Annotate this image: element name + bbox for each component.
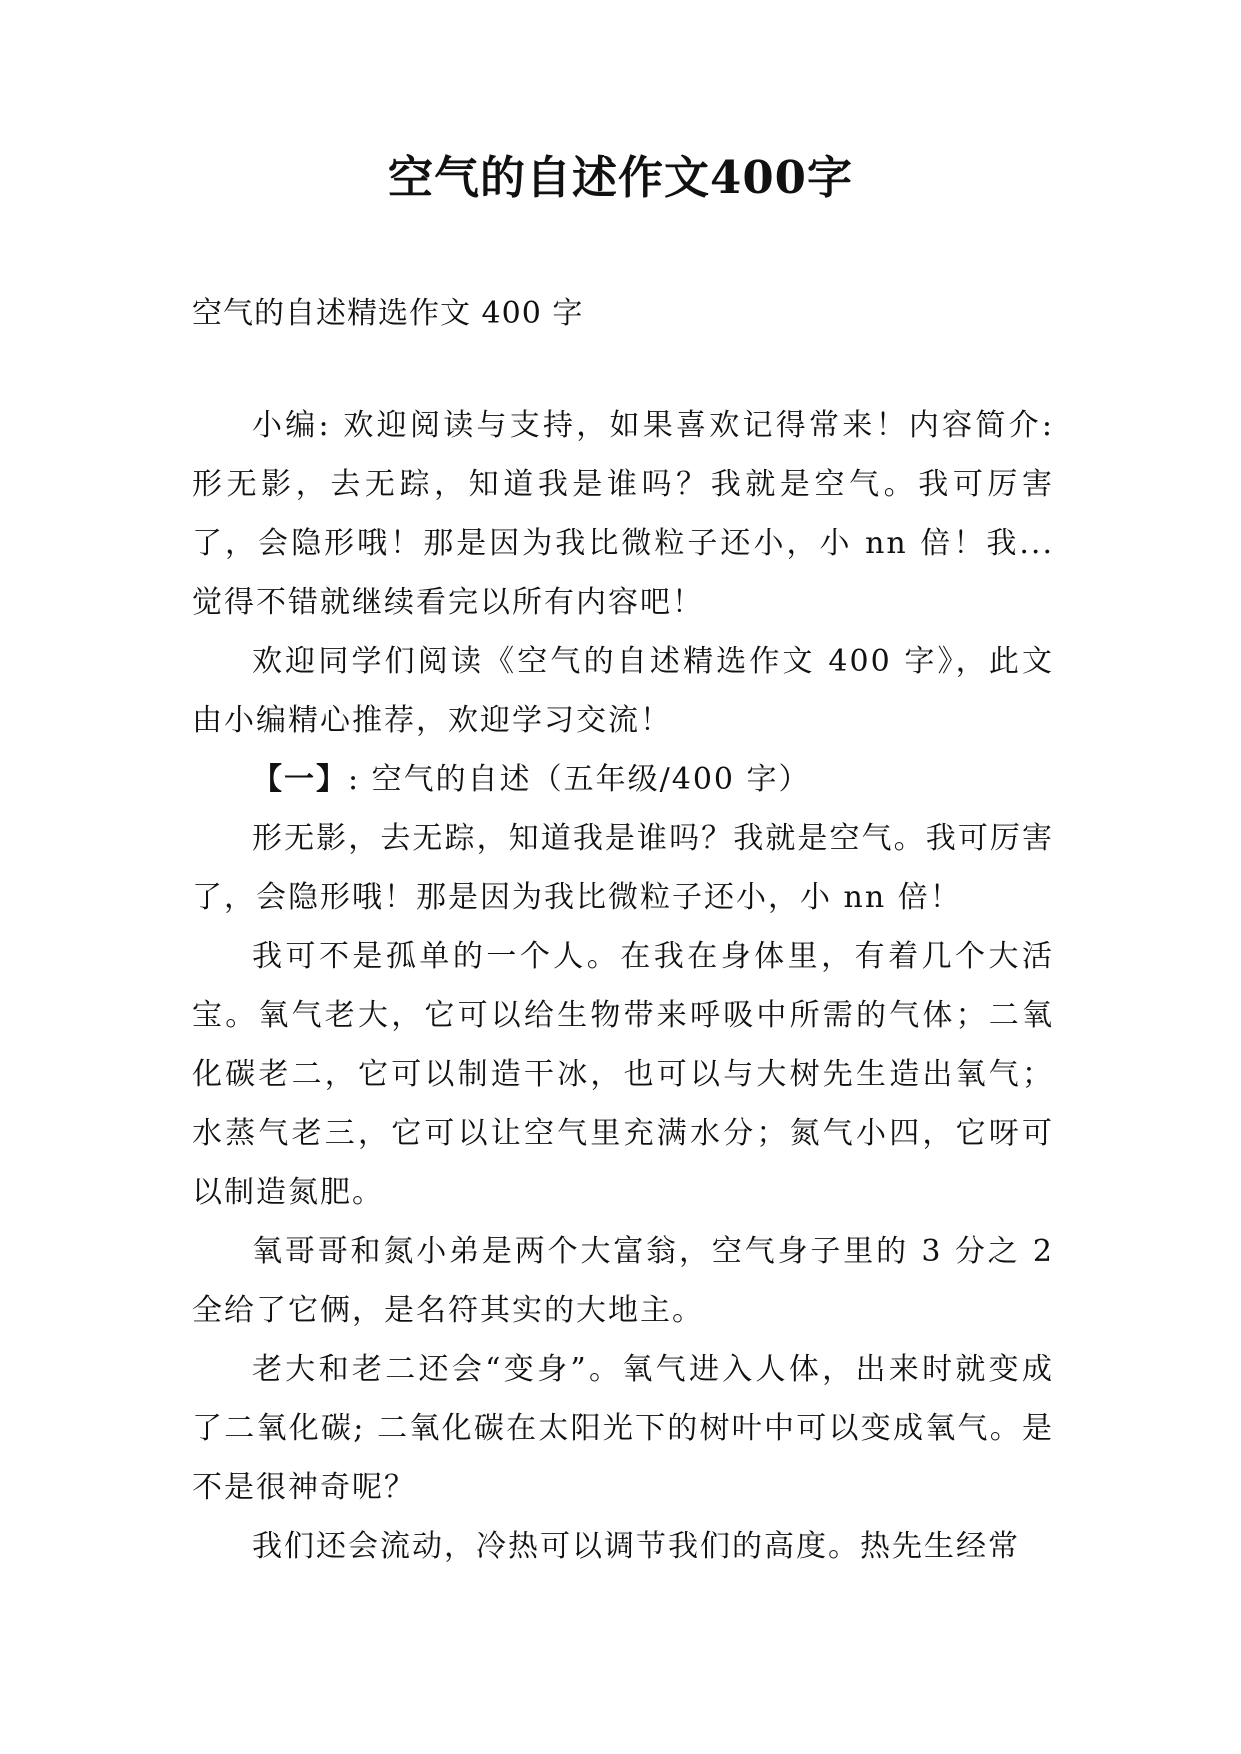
body-paragraph: 形无影，去无踪，知道我是谁吗？我就是空气。我可厉害了，会隐形哦！那是因为我比微粒子还小，小 nn 倍！ bbox=[192, 821, 1054, 915]
section-heading bbox=[192, 750, 1054, 809]
body-paragraph: 我们还会流动，冷热可以调节我们的高度。热先生经常 bbox=[252, 1529, 1020, 1564]
body-paragraph: 老大和老二还会“变身”。氧气进入人体，出来时就变成了二氧化碳; 二氧化碳在太阳光下的树叶中可以变成氧气。是不是很神奇呢？ bbox=[192, 1352, 1054, 1505]
section-heading-number: 【一】 bbox=[252, 762, 348, 797]
document-body bbox=[192, 396, 1054, 1576]
welcome-paragraph: 欢迎同学们阅读《空气的自述精选作文 400 字》，此文由小编精心推荐，欢迎学习交流！ bbox=[192, 644, 1054, 738]
section-heading-text: : 空气的自述（五年级/400 字） bbox=[348, 762, 811, 797]
body-paragraph: 氧哥哥和氮小弟是两个大富翁，空气身子里的 3 分之 2 全给了它俩，是名符其实的大地主。 bbox=[192, 1234, 1054, 1328]
body-paragraph: 我可不是孤单的一个人。在我在身体里，有着几个大活宝。氧气老大，它可以给生物带来呼吸中所需的气体；二氧化碳老二，它可以制造干冰，也可以与大树先生造出氧气；水蒸气老三，它可以让空气里充满水分；氮气小四，它呀可以制造氮肥。 bbox=[192, 939, 1054, 1210]
document-subtitle: 空气的自述精选作文 400 字 bbox=[192, 296, 584, 331]
intro-paragraph: 小编: 欢迎阅读与支持，如果喜欢记得常来！内容简介: 形无影，去无踪，知道我是谁吗？我就是空气。我可厉害了，会隐形哦！那是因为我比微粒子还小，小 nn 倍！我... 觉得不错就继续看完以所有内容吧！ bbox=[192, 408, 1054, 620]
document-title: 空气的自述作文400字 bbox=[388, 151, 853, 204]
